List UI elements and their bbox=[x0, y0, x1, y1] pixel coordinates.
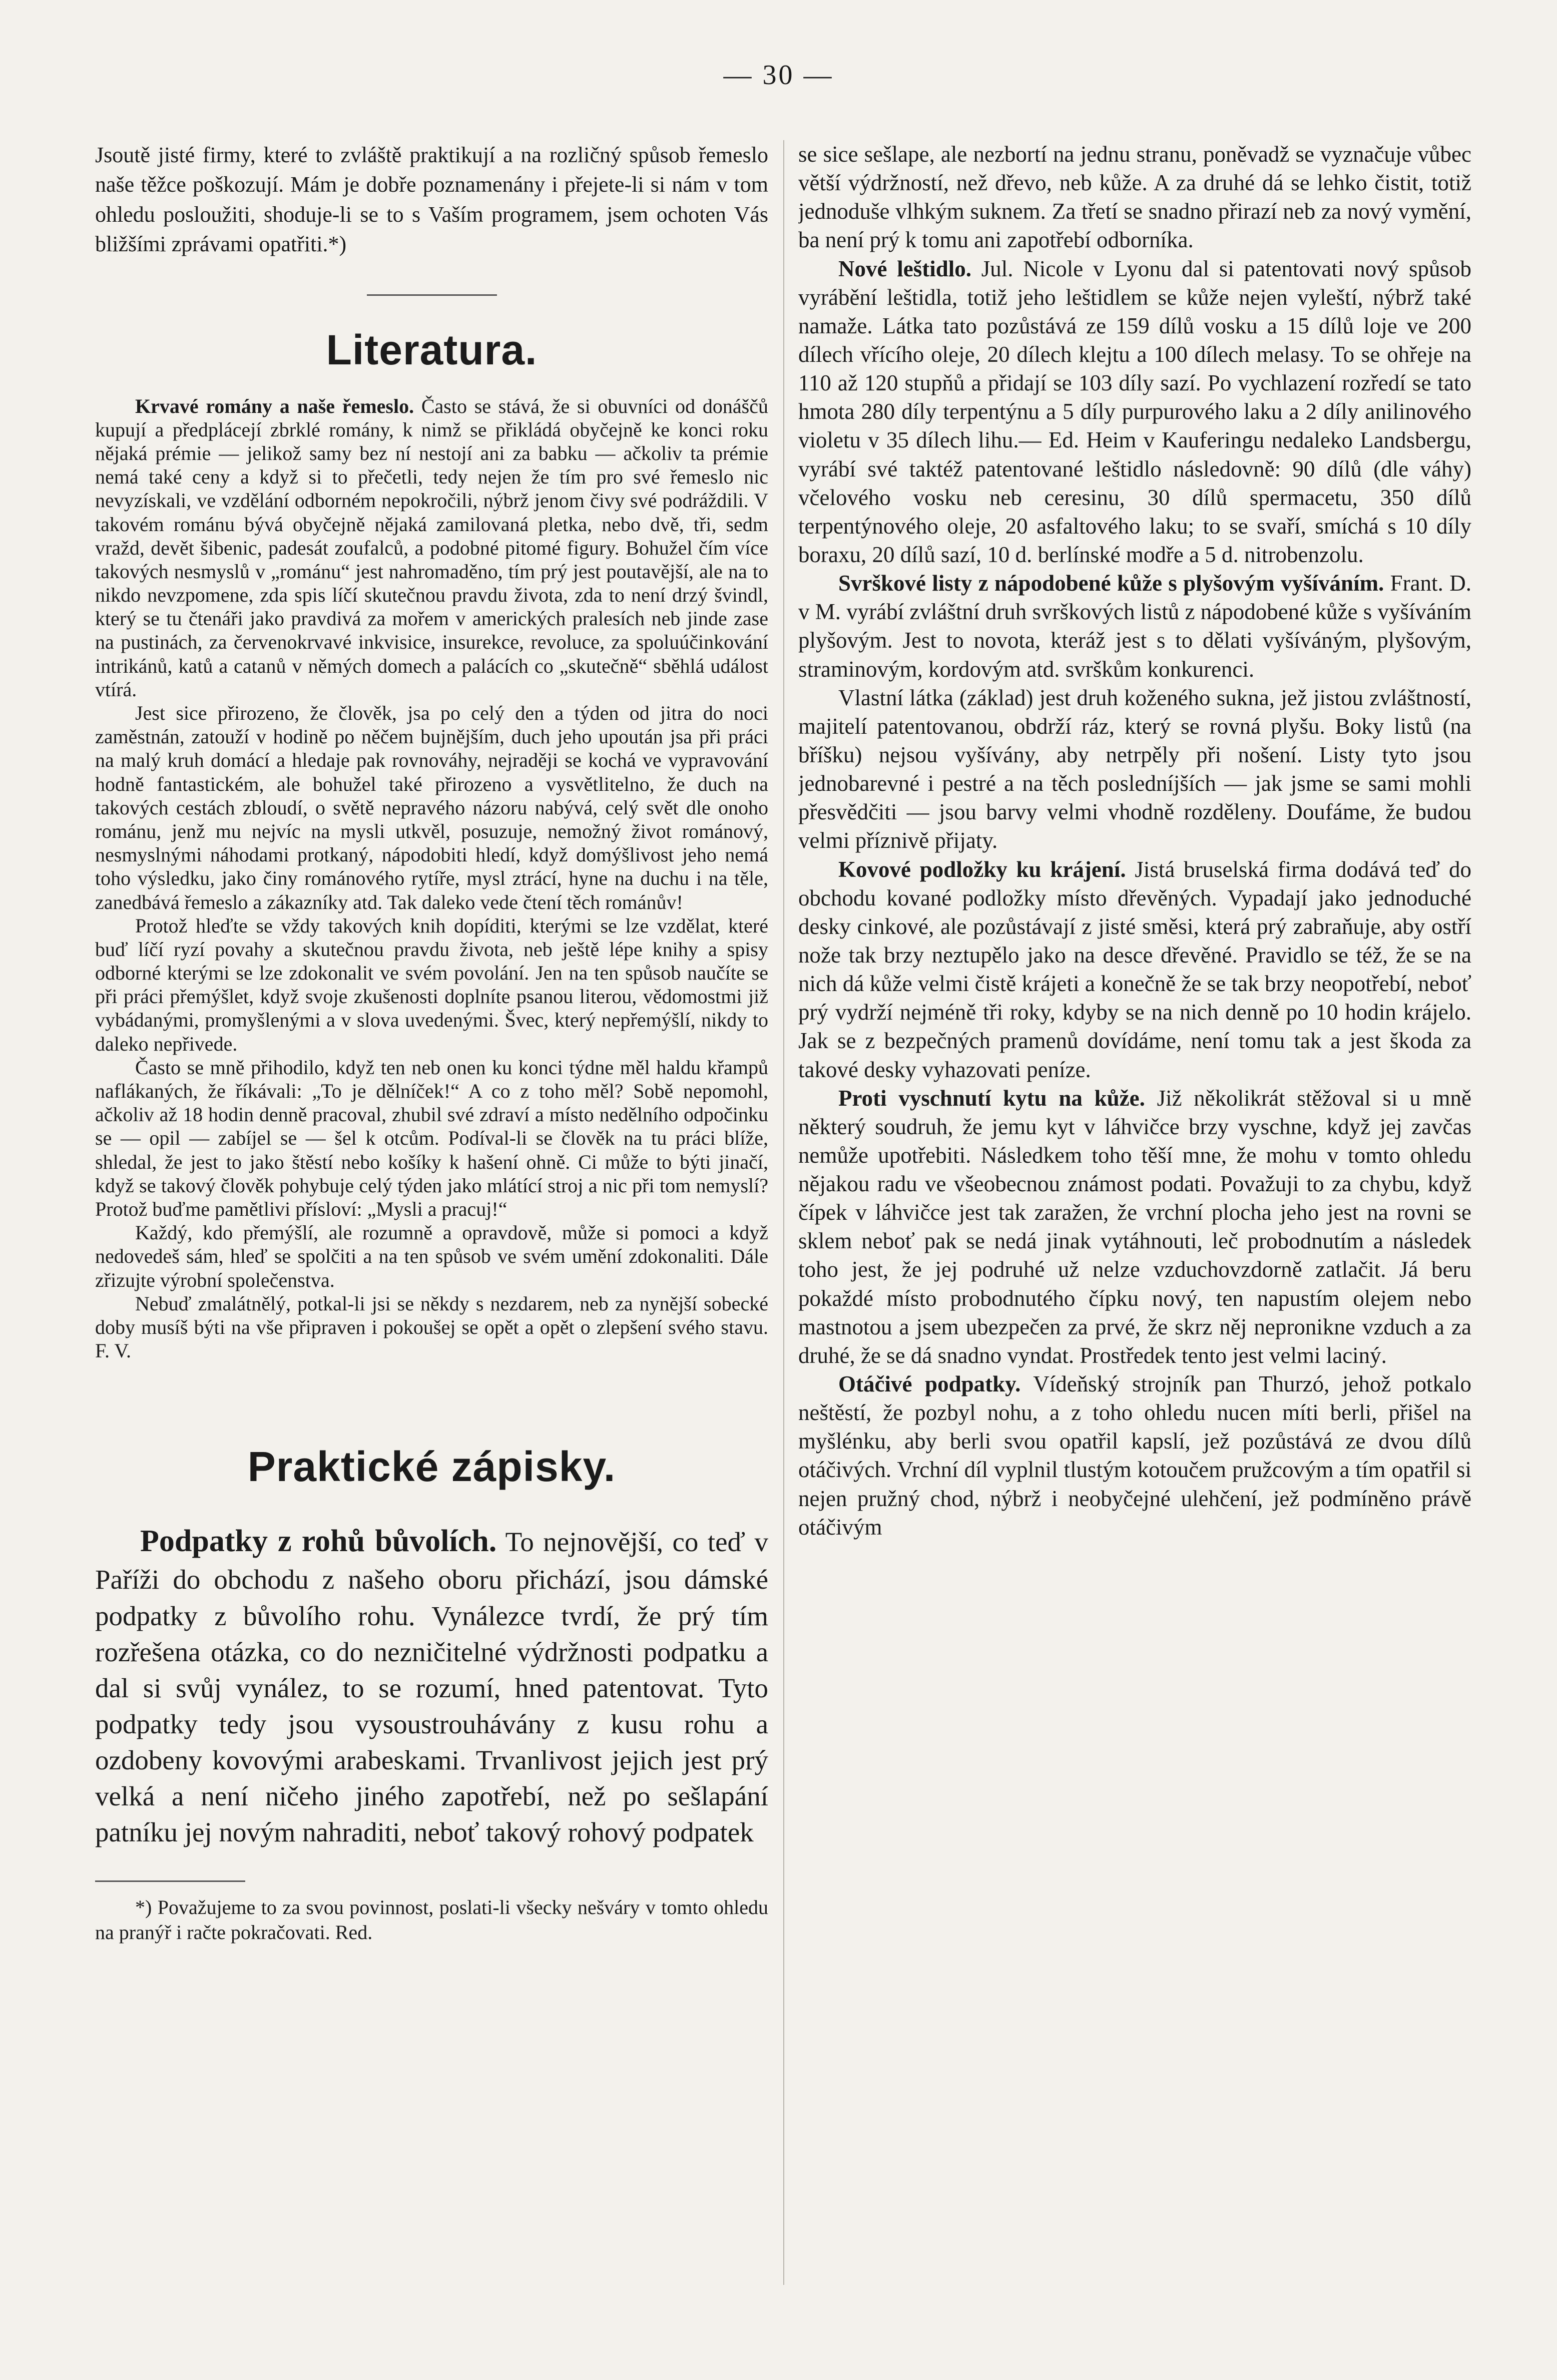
article-lead: Svrškové listy z nápodobené kůže s plyšovým vyšíváním. bbox=[838, 571, 1384, 596]
literature-paragraph: Jest sice přirozeno, že člověk, jsa po celý den a týden od jitra do noci zaměstnán, zatouží v hodině po něčem bujnějším, duch jeho upoután jsa při práci na malý kruh domácí a hledaje pak rovnováhy, nejraději se kochá ve vypravování hodně fantastickém, ale bohužel také přirozeno a vysvětlitelno, že duch na takových cestách zbloudí, o světě nepravého názoru nabývá, celý svět dle onoho románu, jenž mu nejvíc na mysli utkvěl, posuzuje, nemožný život románový, nesmyslnými náhodami protkaný, nápodobiti hledí, když domýšlivost jeho nemá toho výsledku, jako činy románového rytíře, mysl ztrácí, hyne na duchu i na těle, zanedbává řemeslo a zákazníky atd. Tak daleko vede čtení těch románův! bbox=[95, 702, 768, 913]
literature-text: Nebuď zmalátnělý, potkal-li jsi se někdy s nezdarem, neb za nynější sobecké doby musíš býti na vše připraven i pokoušej se opět a opět o zlepšení svého stavu. bbox=[95, 1292, 768, 1338]
page-number: — 30 — bbox=[723, 60, 834, 91]
article-paragraph bbox=[798, 1084, 1471, 1370]
article-lead: Kovové podložky ku krájení. bbox=[838, 856, 1126, 882]
signature: F. V. bbox=[95, 1339, 132, 1362]
praktické-heading: Praktické zápisky. bbox=[247, 1443, 616, 1491]
footnote bbox=[95, 1895, 768, 1945]
literature-paragraph: Každý, kdo přemýšlí, ale rozumně a opravdově, může si pomoci a když nedovedeš sám, hleď se spolčiti a na ten spůsob ve svém umění zdokonaliti. Dále zřizujte výrobní společenstva. bbox=[95, 1221, 768, 1291]
literature-paragraph: Protož hleďte se vždy takových knih dopíditi, kterými se lze vzdělat, které buď líčí ryzí povahy a skutečnou pravdu života, neb ještě lépe knihy a spisy odborné kterými se lze zdokonalit ve svém povolání. Jen na ten spůsob naučíte se při práci přemýšlet, když svoje zkušenosti doplníte psanou literou, vědomostmi již vybádanými, promyšlenými a v slova uvedenými. Švec, který nepřemýšlí, nikdy to daleko nepřivede. bbox=[95, 914, 768, 1055]
article-text: To nejnovější, co teď v Paříži do obchodu z našeho oboru přichází, jsou dámské podpatky z bůvolího rohu. Vynálezce tvrdí, že prý tím rozřešena otázka, co do nezničitelné výdržnosti podpatku a dal si svůj vynález, to se rozumí, hned patentovat. Tyto podpatky tedy jsou vysoustrouhávány z kusu rohu a ozdobeny kovovými arabeskami. Trvanlivost jejich jest prý velká a není ničeho jiného zapotřebí, než po sešlapání patníku jej novým nahraditi, neboť takový rohový podpatek bbox=[95, 1527, 768, 1847]
article-paragraph bbox=[798, 255, 1471, 570]
footnote-divider bbox=[95, 1880, 245, 1882]
right-column bbox=[798, 140, 1471, 2285]
article-text: Vídeňský strojník pan Thurzó, jehož potkalo neštěstí, že pozbyl nohu, a z toho ohledu nucen míti berli, přišel na myšlénku, aby berli svou opatřil kapslí, jež pozůstává ze dvou dílů otáčivých. Vrchní díl vyplnil tlustým kotoučem pružcovým a tím opatřil si nejen pružný chod, nýbrž i neobyčejné ulehčení, jež podmíněno právě otáčivým bbox=[798, 1371, 1471, 1540]
article-lead: Nové leštidlo. bbox=[838, 256, 971, 281]
article-text: Jul. Nicole v Lyonu dal si patentovati nový spůsob vyrábění leštidla, totiž jeho leštidlem se kůže nejen vyleští, nýbrž také namaže. Látka tato pozůstává ze 159 dílů vosku a 15 dílů loje ve 200 dílech vřícího oleje, 20 dílech klejtu a 100 dílech melasy. To se ohřeje na 110 až 120 stupňů a přidají se 103 díly sazí. Po vychlazení rozředí se tato hmota 280 díly terpentýnu a 5 díly purpurového laku a 2 díly anilinového violetu v 35 dílech lihu.— Ed. Heim v Kauferingu nedaleko Landsbergu, vyrábí své taktéž patentované leštidlo následovně: 90 dílů (dle váhy) včelového vosku neb ceresinu, 30 dílů spermacetu, 350 dílů terpentýnového oleje, 20 asfaltového laku; to se svaří, smíchá s 10 díly boraxu, 20 dílů sazí, 10 d. berlínské modře a 5 d. nitrobenzolu. bbox=[798, 256, 1471, 567]
left-column bbox=[95, 140, 768, 2285]
article-paragraph bbox=[95, 1521, 768, 1850]
article-paragraph bbox=[798, 1370, 1471, 1542]
literature-text: Často se stává, že si obuvníci od donáščů kupují a předplácejí zbrklé romány, k nimž se přikládá obyčejně ke konci roku nějaká prémie — jelikož samy bez ní nestojí ani za babku — ačkoliv ta prémie nemá také ceny a když si to přečetli, tedy nejen že tím pro své řemeslo nic nevyzískali, ve vzdělání odborném nepokročili, nýbrž jenom čivy své podráždili. V takovém románu bývá obyčejně nějaká zamilovaná pletka, nebo dvě, tři, sedm vražd, devět šibenic, padesát zoufalců, a podobné pitomé figury. Bohužel čím více takových nesmyslů v „románu“ jest nahromaděno, tím prý jest poutavější, ale na to nikdo nevzpomene, zda spis líčí skutečnou pravdu života, zda to není drzý švindl, který se tu čtenáři jako pravdivá za mořem v amerických pralesích neb jinde zase na pustinách, za červenokrvavé inkvisice, insurekce, revoluce, za spoluúčinkování intrikánů, katů a catanů v němých domech a palácích co „skutečně“ sběhlá událost vtírá. bbox=[95, 394, 768, 701]
article-lead: Podpatky z rohů bůvolích. bbox=[140, 1524, 497, 1559]
article-paragraph: Vlastní látka (základ) jest druh koženého sukna, jež jistou zvláštností, majitelí patentovanou, obdrží ráz, který se rovná plyšu. Boky listů (na bříšku) nejsou vyšívány, aby netrpěly při nošení. Listy tyto jsou jednobarevné i pestré a na těch posledníjších — jak jsme se sami mohli přesvědčiti — jsou barvy velmi vhodně rozděleny. Doufáme, že budou velmi příznivě přijaty. bbox=[798, 685, 1471, 853]
literature-heading: Literatura. bbox=[326, 326, 538, 373]
article-lead: Proti vyschnutí kytu na kůže. bbox=[838, 1085, 1145, 1111]
article-text: Frant. D. v M. vyrábí zvláštní druh svrškových listů z nápodobené kůže s vyšíváním plyšovým. Jest to novota, kteráž jest s to dělati vyšíváným, plyšovým, straminovým, kordovým atd. svrškům konkurenci. bbox=[798, 571, 1471, 682]
article-text: Jistá bruselská firma dodává teď do obchodu kované podložky místo dřevěných. Vypadají jako jednoduché desky cinkové, ale pozůstávají z jisté směsi, která prý zabraňuje, aby ostří nože tak brzy neztupělo jako na desce dřevěné. Pravidlo se též, že se na nich dá kůže velmi čistě krájeti a konečně že se tak brzy neopotřebí, neboť prý vydrží nejméně tři roky, kdyby se na nich denně po 10 hodin krájelo. Jak se z bezpečných pramenů dovídáme, není tomu tak a jest škoda za takové desky vyhazovati peníze. bbox=[798, 856, 1471, 1082]
literature-lead: Krvavé romány a naše řemeslo. bbox=[135, 394, 414, 417]
footnote-text: *) Považujeme to za svou povinnost, poslati-li všecky nešváry v tomto ohledu na pranýř i račte pokračovati. bbox=[95, 1895, 768, 1944]
article-lead: Otáčivé podpatky. bbox=[838, 1371, 1021, 1397]
article-text: Již několikrát stěžoval si u mně některý soudruh, že jemu kyt v láhvičce brzy vyschne, když jej zavčas nemůže upotřebiti. Následkem toho těší mne, že mohu v tomto ohledu nějakou radu ve všeobecnou známost podati. Považuji to za chybu, když čípek v láhvičce jest tak zaražen, že vrchní plocha jeho jest na rovni se sklem neboť pak se nedá jinak vytáhnouti, leč probodnutím a následek toho jest, že jej podruhé už nelze vzduchovzdorně zatlačit. Já beru pokaždé místo probodnutého čípku nový, ten napustím olejem nebo mastnotou a jsem ubezpečen za prvé, že skrz něj nepronikne vzduch a za druhé, že se dá snadno vyndat. Prostředek tento jest velmi laciný. bbox=[798, 1085, 1471, 1368]
footnote-sign: Red. bbox=[335, 1921, 373, 1944]
column-divider bbox=[783, 140, 784, 2285]
literature-paragraph: Často se mně přihodilo, když ten neb onen ku konci týdne měl haldu křampů naflákaných, že říkávali: „To je dělníček!“ A co z toho měl? Sobě nepomohl, ačkoliv až 18 hodin denně pracoval, zhubil své zdraví a místo nedělního odpočinku se — opil — zabíjel se — šel k otcům. Podíval-li se člověk na tu práci blíže, shledal, že jest to jako štěstí nebo košíky k hašení ohně. Ci může to býti jinačí, když se takový člověk pohybuje celý týden jako mlátící stroj a nic při tom nemyslí? Protož buďme pamětlivi přísloví: „Mysli a pracuj!“ bbox=[95, 1056, 768, 1220]
literature-paragraph bbox=[95, 394, 768, 701]
literature-paragraph bbox=[95, 1292, 768, 1363]
intro-paragraph: Jsoutě jisté firmy, které to zvláště praktikují a na rozličný spůsob řemeslo naše těžce poškozují. Mám je dobře poznamenány i přejete-li si nám v tom ohledu posloužiti, shoduje-li se to s Vaším programem, jsem ochoten Vás bližšími zprávami opatřiti.*) bbox=[95, 143, 768, 257]
article-paragraph bbox=[798, 855, 1471, 1084]
article-paragraph bbox=[798, 569, 1471, 684]
section-divider bbox=[367, 294, 497, 296]
continuation-paragraph: se sice sešlape, ale nezbortí na jednu stranu, poněvadž se vyznačuje vůbec větší výdržností, než dřevo, neb kůže. A za druhé dá se lehko čistit, totiž jednoduše vlhkým suknem. Za třetí se snadno přirazí neb za nový vymění, ba není prý k tomu ani zapotřebí odborníka. bbox=[798, 142, 1471, 253]
